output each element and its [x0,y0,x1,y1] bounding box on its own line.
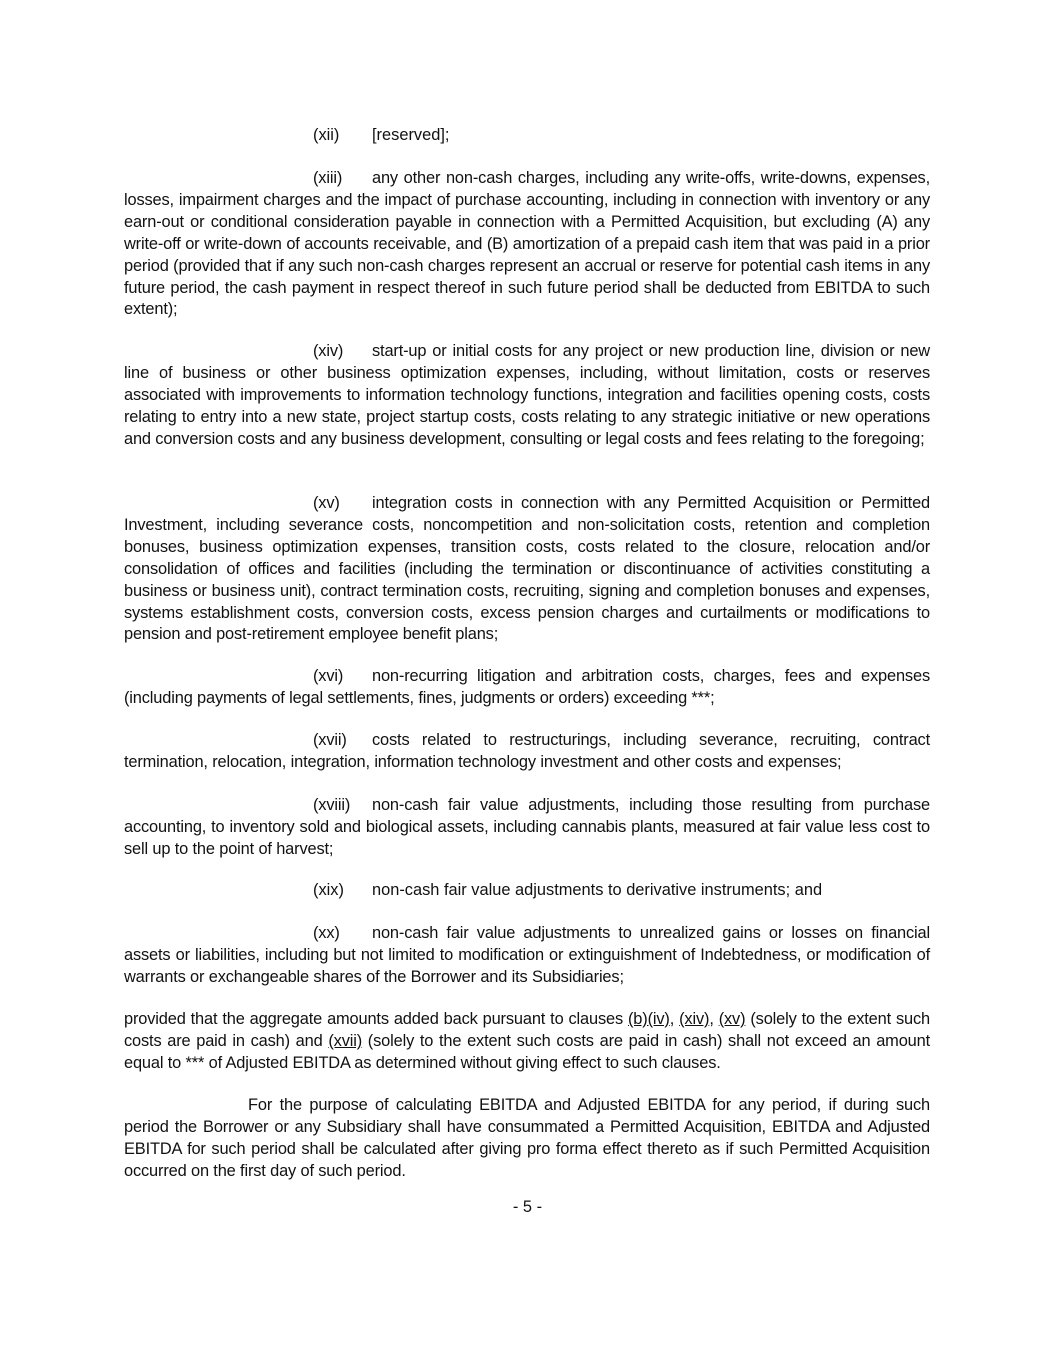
clause-xv [124,493,930,646]
proviso-text: provided that the aggregate amounts added back pursuant to clauses [124,1010,628,1028]
clause-text: integration costs in connection with any Permitted Acquisition or Permitted Investment, including severance costs, noncompetition and non-solicitation costs, retention and completion bonuses, business optimization expenses, transition costs, costs related to the closure, relocation and/or consolidation of offices and facilities (including the termination or discontinuance of activities constituting a business or business unit), contract termination costs, recruiting, signing and completion bonuses and expenses, systems establishment costs, conversion costs, excess pension charges and curtailments or modifications to pension and post-retirement employee benefit plans; [124,494,930,644]
clause-number: (xiii) [313,169,343,187]
clause-reference-link: (xv) [718,1010,746,1028]
clause-text: non-recurring litigation and arbitration costs, charges, fees and expenses (including payments of legal settlements, fines, judgments or orders) exceeding ***; [124,667,930,707]
clause-text: non-cash fair value adjustments to derivative instruments; and [372,881,823,899]
clause-number: (xviii) [313,796,351,814]
clause-text: start-up or initial costs for any project or new production line, division or new line of business or other business optimization expenses, including, without limitation, costs or reserves associated with improvements to information technology functions, integration and facilities opening costs, costs relating to entry into a new state, project startup costs, costs relating to any strategic initiative or new operations and conversion costs and any business development, consulting or legal costs and fees relating to the foregoing; [124,342,930,448]
clause-reference-link: (xvii) [328,1031,363,1050]
proviso-text: (solely to the extent such costs are paid in cash) and [124,1010,931,1050]
proviso-text: (solely to the extent such costs are paid in cash) shall not exceed an amount equal to *** of Adjusted EBITDA as determined without giving effect to such clauses. [124,1031,930,1072]
page-number: - 5 - [512,1198,543,1216]
clause-xiii [124,168,930,321]
clause-reference-link: (xiv) [679,1010,710,1028]
clause-text: costs related to restructurings, including severance, recruiting, contract termination, relocation, integration, information technology investment and other costs and expenses; [124,731,930,771]
separator: , [669,1010,680,1028]
separator: , [709,1010,719,1028]
clause-number: (xv) [313,494,340,512]
clause-number: (xx) [313,924,340,942]
proviso-paragraph [124,1009,930,1075]
clause-text: any other non-cash charges, including any write-offs, write-downs, expenses, losses, impairment charges and the impact of purchase accounting, including in connection with inventory or any earn-out or conditional consideration payable in connection with a Permitted Acquisition, but excluding (A) any write-off or write-down of accounts receivable, and (B) amortization of a prepaid cash item that was paid in a prior period (provided that if any such non-cash charges represent an accrual or reserve for potential cash items in any future period, the cash payment in respect thereof in such future period shall be deducted from EBITDA to such extent); [124,169,930,319]
clause-number: (xiv) [313,342,344,360]
clause-xix [313,880,822,902]
clause-text: non-cash fair value adjustments to unrealized gains or losses on financial assets or liabilities, including but not limited to modification or extinguishment of Indebtedness, or modification of warrants or exchangeable shares of the Borrower and its Subsidiaries; [124,924,930,986]
clause-xvii [124,730,930,774]
clause-number: (xvii) [313,731,347,749]
clause-number: (xii) [313,126,340,144]
clause-xii [313,125,449,147]
clause-reference-link: (b)(iv) [627,1010,670,1028]
closing-paragraph: For the purpose of calculating EBITDA and Adjusted EBITDA for any period, if during such period the Borrower or any Subsidiary shall have consummated a Permitted Acquisition, EBITDA and Adjusted EBITDA for such period shall be calculated after giving pro forma effect thereto as if such Permitted Acquisition occurred on the first day of such period. [124,1096,930,1180]
clause-xx [124,923,930,989]
clause-xvi [124,666,930,710]
clause-number: (xix) [313,881,344,899]
clause-xviii [124,795,930,861]
clause-text: non-cash fair value adjustments, including those resulting from purchase accounting, to inventory sold and biological assets, including cannabis plants, measured at fair value less cost to sell up to the point of harvest; [124,796,930,858]
clause-text: [reserved]; [372,126,450,144]
clause-xiv [124,341,930,451]
clause-number: (xvi) [313,667,344,685]
